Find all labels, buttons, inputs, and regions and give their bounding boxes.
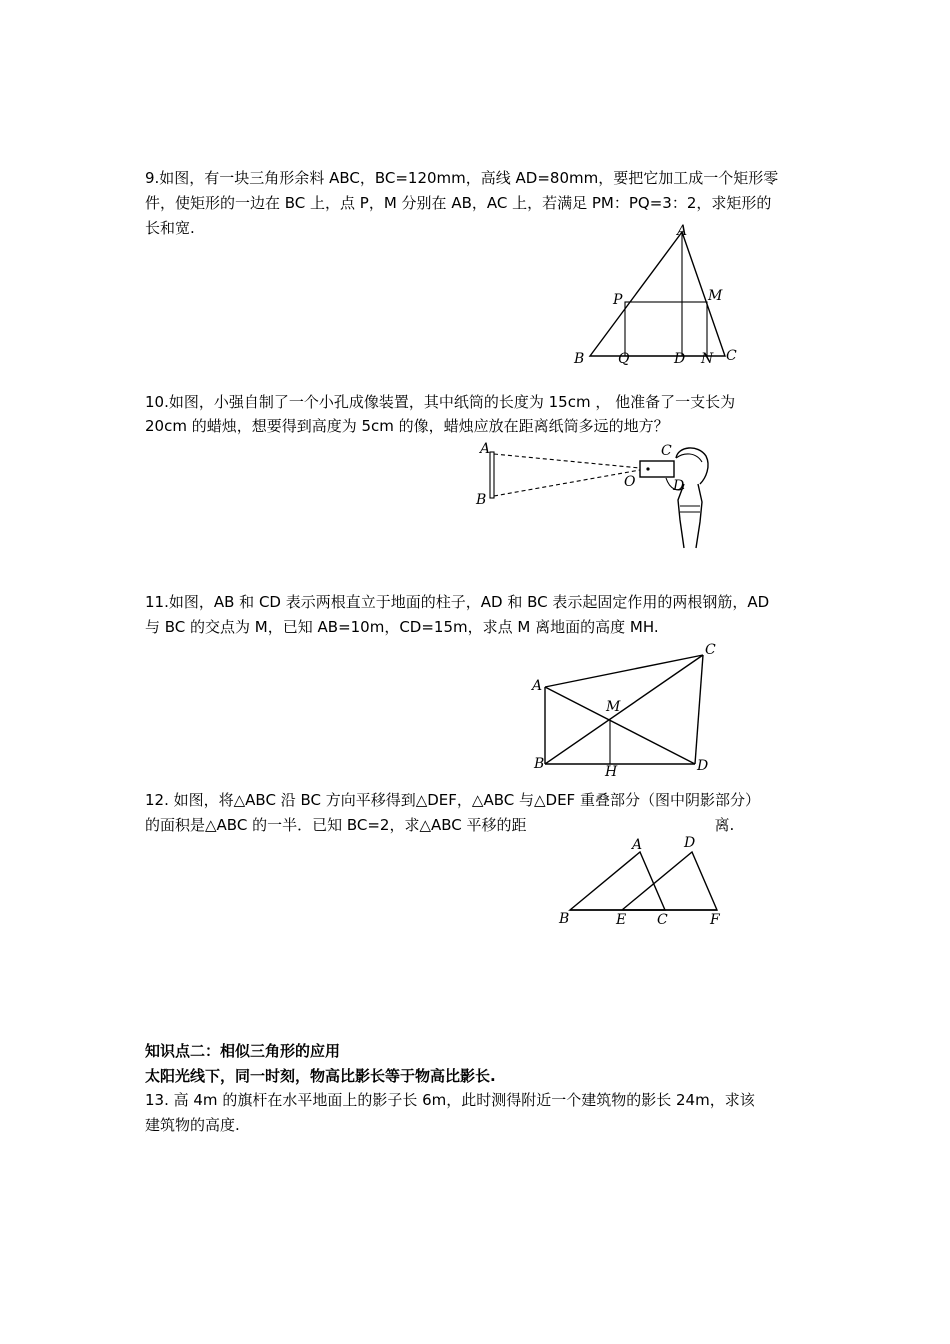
p12-text-line-1: 12. 如图，将△ABC 沿 BC 方向平移得到△DEF，△ABC 与△DEF 重叠部分（图中阴影部分） <box>145 791 760 809</box>
section2-rule: 太阳光线下，同一时刻，物高比影长等于物高比影长. <box>145 1067 496 1085</box>
p9-text-line-2: 件，使矩形的一边在 BC 上，点 P，M 分别在 AB，AC 上，若满足 PM：PQ=3：2，求矩形的 <box>145 194 772 212</box>
p10-label-d: D <box>673 478 685 494</box>
p10-text-line-2: 20cm 的蜡烛，想要得到高度为 5cm 的像，蜡烛应放在距离纸筒多远的地方？ <box>145 417 669 435</box>
p12-label-d: D <box>684 835 696 851</box>
p12-label-c: C <box>657 912 668 928</box>
p9-figure <box>560 220 760 370</box>
p9-label-c: C <box>726 348 737 364</box>
p13-text-line-2: 建筑物的高度. <box>145 1116 240 1134</box>
p11-label-a: A <box>532 678 543 694</box>
p9-text-line-3: 长和宽. <box>145 219 195 237</box>
p11-label-h: H <box>605 764 618 780</box>
p11-pillar-cd <box>695 655 703 764</box>
p11-label-d: D <box>697 758 709 774</box>
p10-paper-tube <box>640 461 674 477</box>
p9-label-n: N <box>701 351 714 367</box>
p9-label-m: M <box>708 288 723 304</box>
p11-label-c: C <box>705 642 716 658</box>
p12-label-f: F <box>710 912 720 928</box>
p9-label-q: Q <box>618 351 630 367</box>
p12-triangle-abc <box>570 852 665 910</box>
p10-pinhole <box>646 467 649 470</box>
p10-figure <box>470 440 720 555</box>
p10-ray-bottom <box>494 470 640 496</box>
p9-rectangle-pqnm <box>625 302 707 356</box>
p10-person-hair <box>676 454 702 462</box>
p12-text-line-2-part-2: 离. <box>714 816 735 834</box>
p11-label-b: B <box>534 756 545 772</box>
p12-text-line-2-part-1: 的面积是△ABC 的一半．已知 BC=2，求△ABC 平移的距 <box>145 816 527 834</box>
p11-text-line-2: 与 BC 的交点为 M，已知 AB=10m，CD=15m，求点 M 离地面的高度 MH. <box>145 618 659 636</box>
p13-text-line-1: 13. 高 4m 的旗杆在水平地面上的影子长 6m，此时测得附近一个建筑物的影长 24m，求该 <box>145 1091 755 1109</box>
p12-triangle-def <box>622 852 717 910</box>
p9-label-p: P <box>613 292 623 308</box>
p12-figure <box>555 832 735 932</box>
p9-triangle-abc <box>590 232 725 356</box>
p9-label-d: D <box>674 351 686 367</box>
p12-label-e: E <box>616 912 627 928</box>
p10-ray-top <box>494 454 640 468</box>
p12-label-b: B <box>559 911 570 927</box>
p10-candle <box>490 452 494 498</box>
p10-label-o: O <box>624 474 636 490</box>
p9-label-a: A <box>677 223 688 239</box>
p11-text-line-1: 11.如图，AB 和 CD 表示两根直立于地面的柱子，AD 和 BC 表示起固定作用的两根钢筋，AD <box>145 593 770 611</box>
p10-label-a: A <box>480 441 491 457</box>
p12-label-a: A <box>632 837 643 853</box>
p9-text-line-1: 9.如图，有一块三角形余料 ABC，BC=120mm，高线 AD=80mm，要把它加工成一个矩形零 <box>145 169 779 187</box>
p10-label-b: B <box>476 492 487 508</box>
p11-figure <box>525 640 725 780</box>
p10-label-c: C <box>661 443 672 459</box>
p11-label-m: M <box>606 699 621 715</box>
p9-label-b: B <box>574 351 585 367</box>
section2-heading: 知识点二：相似三角形的应用 <box>145 1042 341 1060</box>
p10-text-line-1: 10.如图，小强自制了一个小孔成像装置，其中纸筒的长度为 15cm ， 他准备了一支长为 <box>145 393 736 411</box>
